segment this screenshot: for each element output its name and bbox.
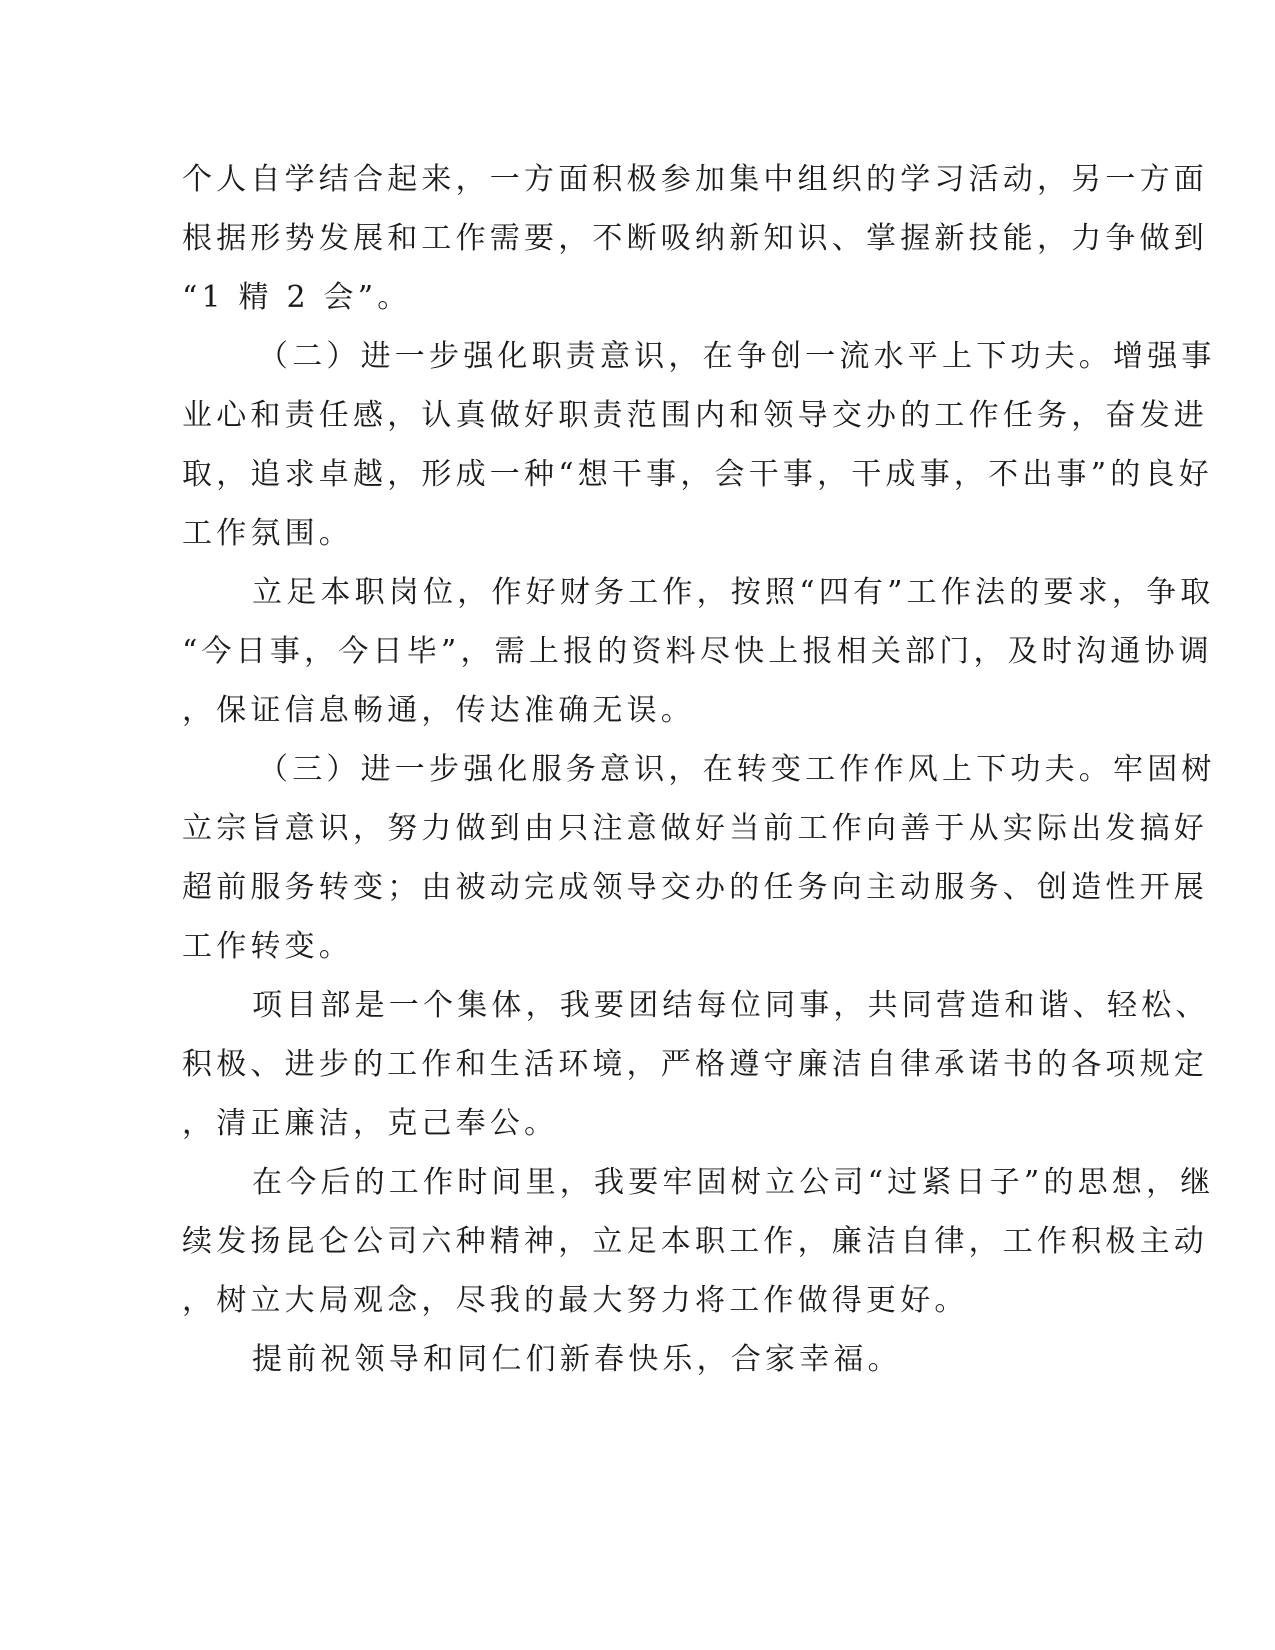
text-line-10: ，保证信息畅通，传达准确无误。 <box>182 693 695 728</box>
text-line-20: ，树立大局观念，尽我的最大努力将工作做得更好。 <box>182 1283 969 1318</box>
text-line-8: 立足本职岗位，作好财务工作，按照“四有”工作法的要求，争取 <box>252 575 1215 610</box>
text-line-14: 工作转变。 <box>182 929 353 964</box>
text-line-4: （二）进一步强化职责意识，在争创一流水平上下功夫。增强事 <box>258 339 1216 374</box>
text-line-12: 立宗旨意识，努力做到由只注意做好当前工作向善于从实际出发搞好 <box>182 811 1208 846</box>
text-line-17: ，清正廉洁，克己奉公。 <box>182 1106 559 1141</box>
text-line-1: 个人自学结合起来，一方面积极参加集中组织的学习活动，另一方面 <box>182 162 1208 197</box>
text-line-2: 根据形势发展和工作需要，不断吸纳新知识、掌握新技能，力争做到 <box>182 221 1208 256</box>
text-line-11: （三）进一步强化服务意识，在转变工作作风上下功夫。牢固树 <box>258 752 1216 787</box>
text-line-7: 工作氛围。 <box>182 516 353 551</box>
text-line-6: 取，追求卓越，形成一种“想干事，会干事，干成事，不出事”的良好 <box>182 457 1213 492</box>
text-line-15: 项目部是一个集体，我要团结每位同事，共同营造和谐、轻松、 <box>252 988 1210 1023</box>
text-line-9: “今日事，今日毕”，需上报的资料尽快上报相关部门，及时沟通协调 <box>182 634 1213 669</box>
text-line-19: 续发扬昆仑公司六种精神，立足本职工作，廉洁自律，工作积极主动 <box>182 1224 1208 1259</box>
text-line-18: 在今后的工作时间里，我要牢固树立公司“过紧日子”的思想，继 <box>252 1165 1215 1200</box>
text-line-5: 业心和责任感，认真做好职责范围内和领导交办的工作任务，奋发进 <box>182 398 1208 433</box>
text-line-3: “1 精 2 会”。 <box>182 280 412 315</box>
text-line-13: 超前服务转变；由被动完成领导交办的任务向主动服务、创造性开展 <box>182 870 1208 905</box>
text-line-21: 提前祝领导和同仁们新春快乐，合家幸福。 <box>252 1342 902 1377</box>
text-line-16: 积极、进步的工作和生活环境，严格遵守廉洁自律承诺书的各项规定 <box>182 1047 1208 1082</box>
